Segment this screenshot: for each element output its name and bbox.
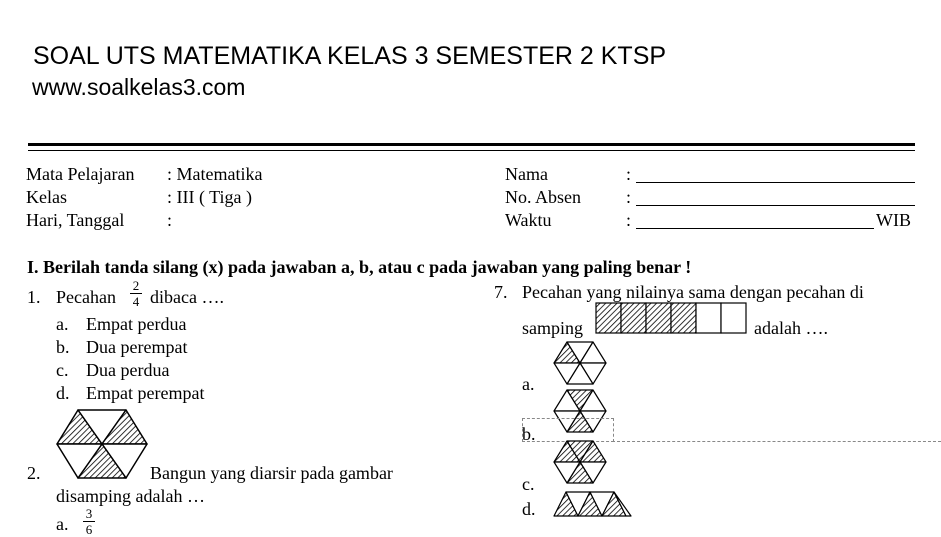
q2-option-a-letter[interactable]: a. xyxy=(56,514,69,534)
q7-option-d-triangles[interactable] xyxy=(553,491,633,517)
q2-hexagon-figure xyxy=(56,409,148,479)
q1-option-c-text[interactable]: Dua perdua xyxy=(86,360,170,380)
header-divider-thick xyxy=(28,143,915,146)
q1-fraction xyxy=(130,279,142,308)
q1-option-a-text[interactable]: Empat perdua xyxy=(86,314,187,334)
name-fill-line[interactable] xyxy=(636,182,915,183)
info-value-class: : III ( Tiga ) xyxy=(167,187,252,207)
q1-option-b-text[interactable]: Dua perempat xyxy=(86,337,188,357)
q7-text-line2-prefix: samping xyxy=(522,318,583,338)
info-colon-time: : xyxy=(626,210,632,230)
info-value-date: : xyxy=(167,210,173,230)
info-label-absen: No. Absen xyxy=(505,187,581,207)
section-heading: I. Berilah tanda silang (x) pada jawaban a, b, atau c pada jawaban yang paling benar ! xyxy=(27,257,692,277)
info-label-class: Kelas xyxy=(26,187,67,207)
q1-number: 1. xyxy=(27,287,41,307)
q2-option-a-numerator: 3 xyxy=(85,506,93,521)
info-colon-name: : xyxy=(626,164,632,184)
q1-fraction-denominator: 4 xyxy=(132,294,140,309)
q1-option-b-letter[interactable]: b. xyxy=(56,337,70,357)
info-label-date: Hari, Tanggal xyxy=(26,210,125,230)
q1-option-d-letter[interactable]: d. xyxy=(56,383,70,403)
q2-number: 2. xyxy=(27,463,41,483)
q1-option-c-letter[interactable]: c. xyxy=(56,360,69,380)
q7-text-line2-suffix: adalah …. xyxy=(754,318,828,338)
document-title: SOAL UTS MATEMATIKA KELAS 3 SEMESTER 2 KTSP xyxy=(33,42,667,70)
q7-option-a-letter[interactable]: a. xyxy=(522,374,535,394)
q1-fraction-numerator: 2 xyxy=(132,278,140,293)
q7-option-b-letter[interactable]: b. xyxy=(522,424,536,444)
q7-option-b-guide-line xyxy=(612,441,941,442)
info-label-subject: Mata Pelajaran xyxy=(26,164,135,184)
time-unit: WIB xyxy=(876,210,911,230)
info-value-subject: : Matematika xyxy=(167,164,263,184)
q1-suffix: dibaca …. xyxy=(150,287,224,307)
q1-prefix: Pecahan xyxy=(56,287,116,307)
q7-option-c-hexagon[interactable] xyxy=(553,440,607,484)
q2-text-line2: disamping adalah … xyxy=(56,486,205,506)
q2-text-line1: Bangun yang diarsir pada gambar xyxy=(150,463,393,483)
website-url: www.soalkelas3.com xyxy=(32,74,246,100)
absen-fill-line[interactable] xyxy=(636,205,915,206)
q7-option-d-letter[interactable]: d. xyxy=(522,499,536,519)
time-fill-line[interactable] xyxy=(636,228,874,229)
q1-option-d-text[interactable]: Empat perempat xyxy=(86,383,205,403)
q7-option-c-letter[interactable]: c. xyxy=(522,474,535,494)
q7-bar-figure xyxy=(595,302,749,334)
q7-number: 7. xyxy=(494,282,508,302)
q7-text-line1: Pecahan yang nilainya sama dengan pecahan di xyxy=(522,282,864,302)
info-label-time: Waktu xyxy=(505,210,552,230)
header-divider-thin xyxy=(28,150,915,151)
info-label-name: Nama xyxy=(505,164,548,184)
info-colon-absen: : xyxy=(626,187,632,207)
q1-option-a-letter[interactable]: a. xyxy=(56,314,69,334)
q7-option-b-selection-box[interactable] xyxy=(522,418,614,442)
q7-option-a-hexagon[interactable] xyxy=(553,341,607,385)
q2-option-a-denominator: 6 xyxy=(85,522,93,537)
